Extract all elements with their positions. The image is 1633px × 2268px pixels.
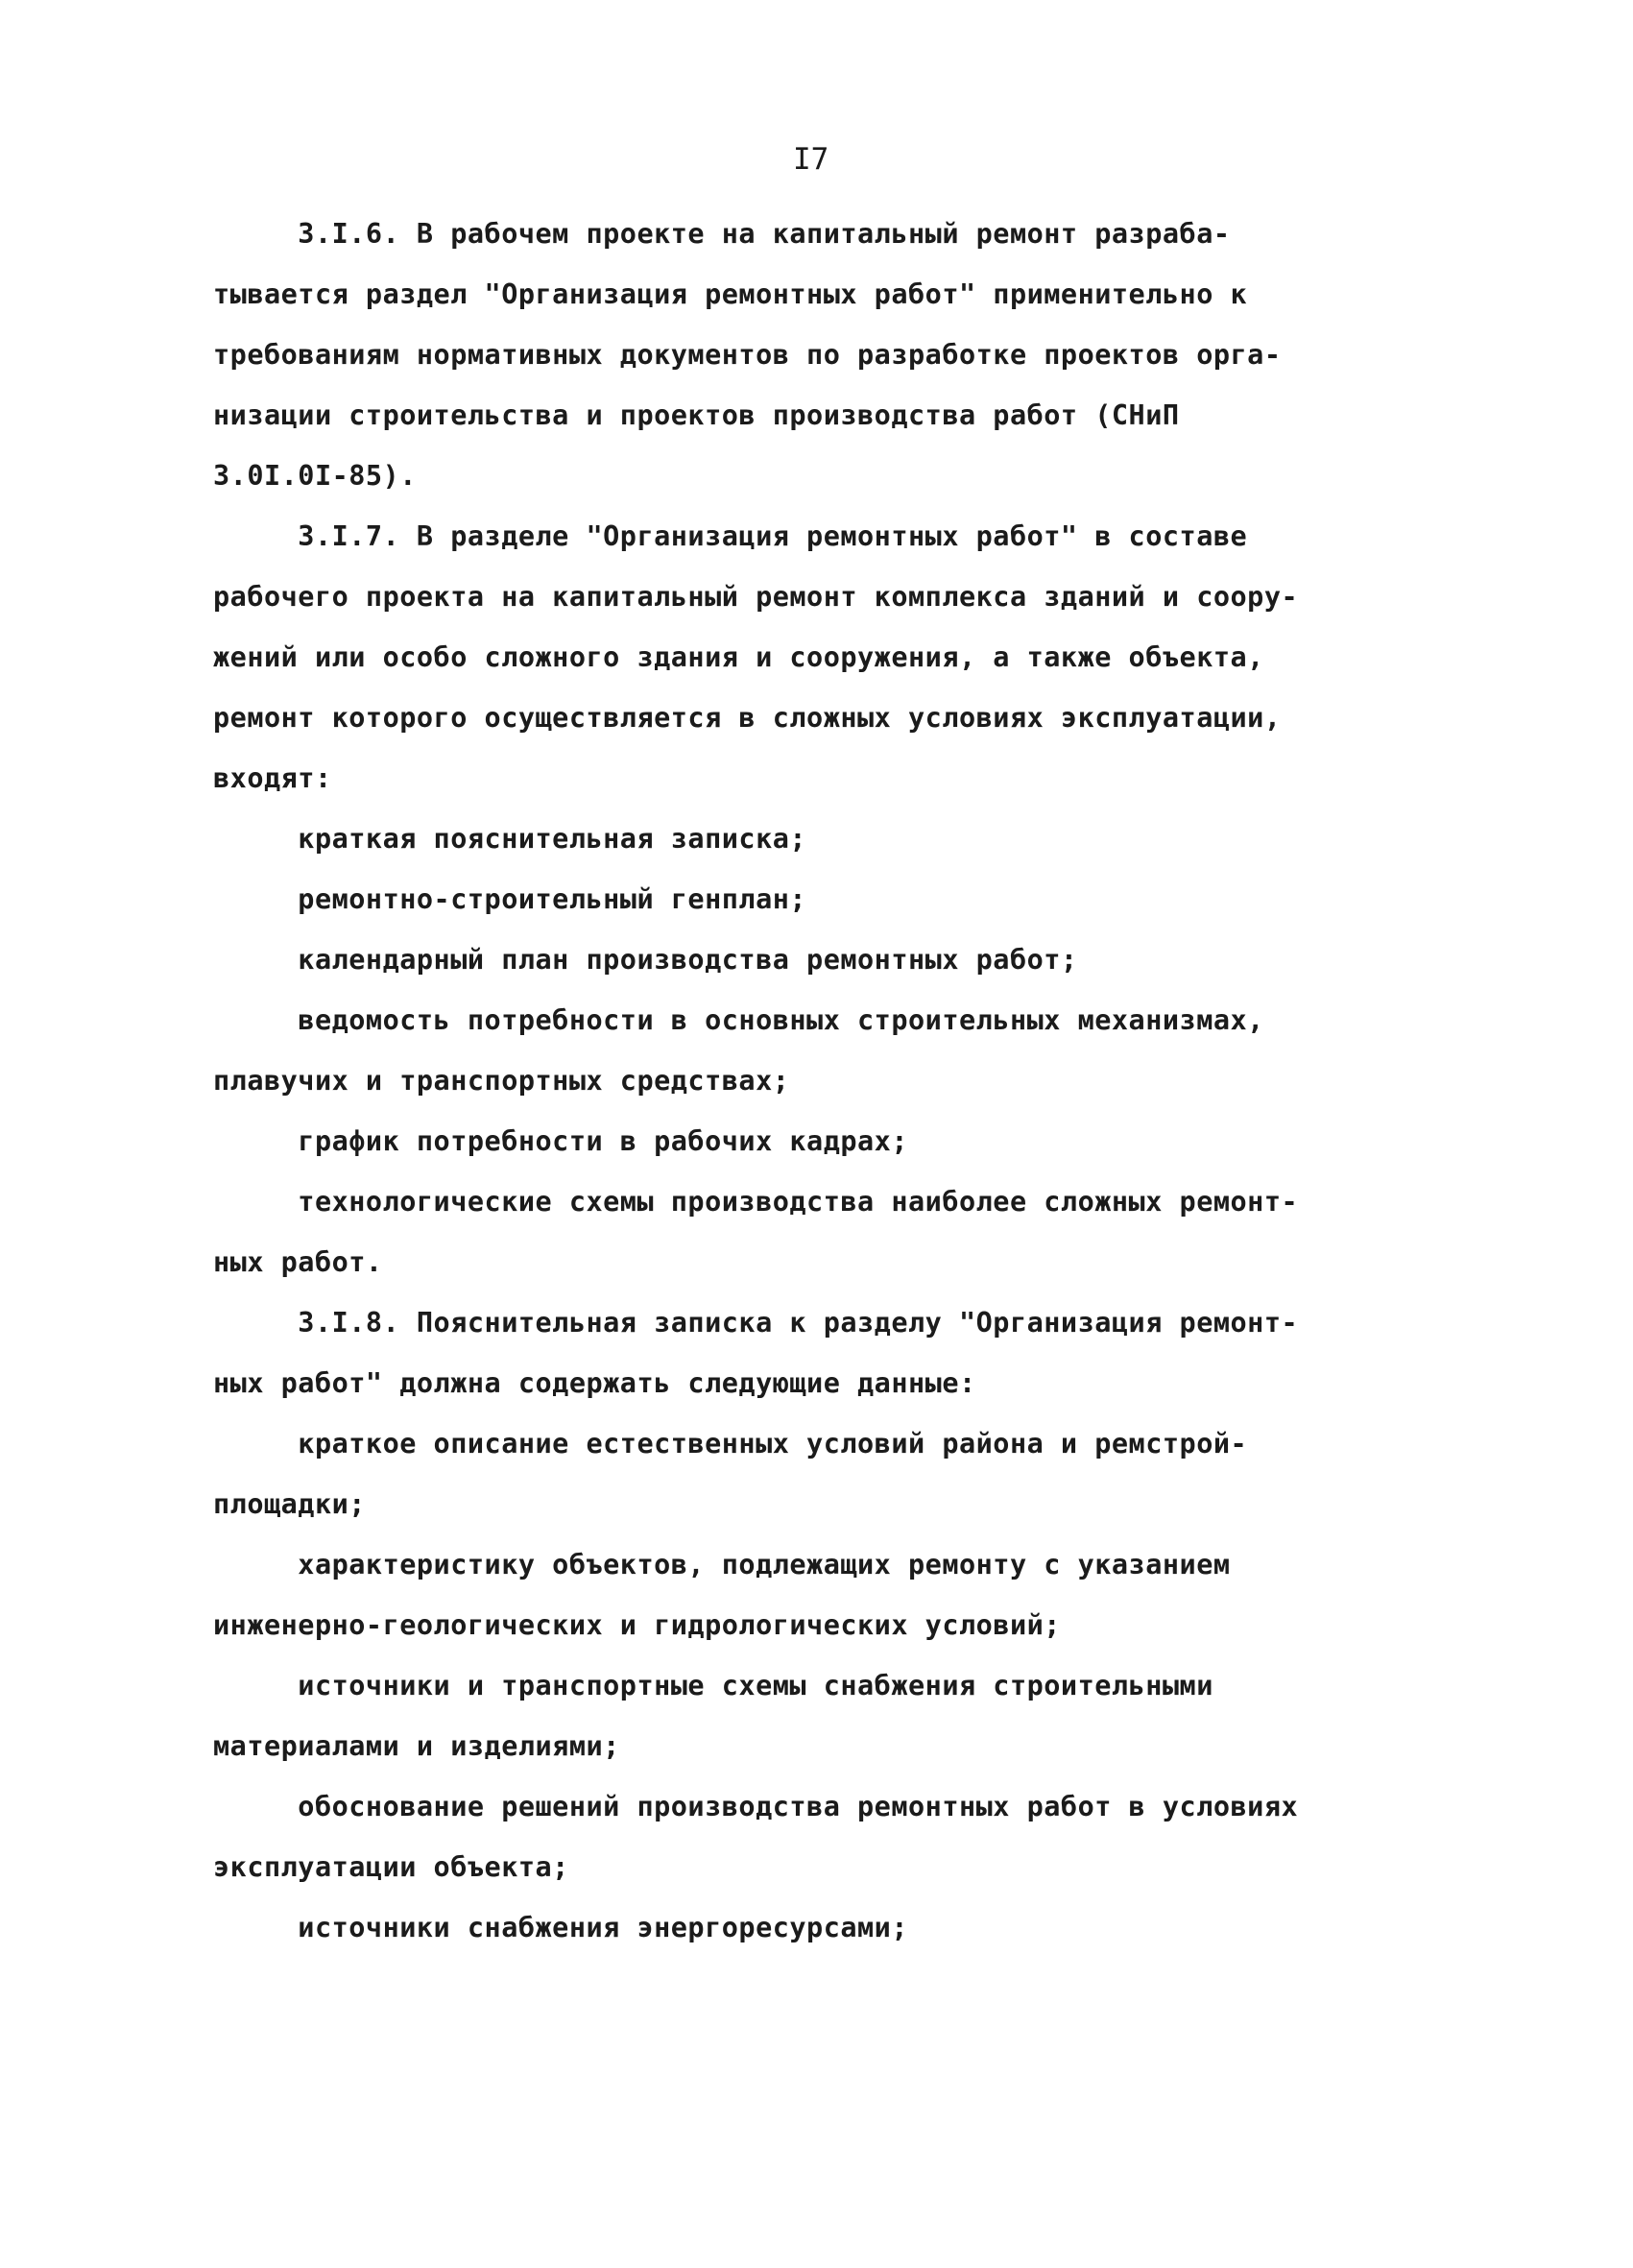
text-line: рабочего проекта на капитальный ремонт комплекса зданий и соору- xyxy=(213,581,1299,613)
text-line: ных работ. xyxy=(213,1246,383,1278)
text-line: источники и транспортные схемы снабжения строительными xyxy=(213,1670,1213,1701)
text-line: площадки; xyxy=(213,1488,366,1520)
text-line: технологические схемы производства наиболее сложных ремонт- xyxy=(213,1186,1299,1218)
text-line: жений или особо сложного здания и сооружения, а также объекта, xyxy=(213,641,1264,673)
body-text xyxy=(213,204,1404,1958)
text-line: ремонтно-строительный генплан; xyxy=(213,883,807,915)
text-line: материалами и изделиями; xyxy=(213,1730,620,1762)
text-line: плавучих и транспортных средствах; xyxy=(213,1065,790,1097)
text-line: 3.I.6. В рабочем проекте на капитальный ремонт разраба- xyxy=(213,218,1231,250)
text-line: краткая пояснительная записка; xyxy=(213,823,807,855)
text-line: ных работ" должна содержать следующие данные: xyxy=(213,1367,976,1399)
text-line: источники снабжения энергоресурсами; xyxy=(213,1912,908,1943)
text-line: 3.I.8. Пояснительная записка к разделу "Организация ремонт- xyxy=(213,1307,1299,1339)
page-number: I7 xyxy=(793,142,829,177)
text-line: тывается раздел "Организация ремонтных работ" применительно к xyxy=(213,278,1248,310)
text-line: инженерно-геологических и гидрологических условий; xyxy=(213,1609,1061,1641)
text-line: характеристику объектов, подлежащих ремонту с указанием xyxy=(213,1549,1231,1580)
text-line: обоснование решений производства ремонтных работ в условиях xyxy=(213,1791,1299,1822)
text-line: график потребности в рабочих кадрах; xyxy=(213,1125,908,1157)
text-line: 3.I.7. В разделе "Организация ремонтных работ" в составе xyxy=(213,520,1248,552)
text-line: ведомость потребности в основных строительных механизмах, xyxy=(213,1004,1264,1036)
text-line: входят: xyxy=(213,762,332,794)
text-line: календарный план производства ремонтных работ; xyxy=(213,944,1078,976)
text-line: низации строительства и проектов производства работ (СНиП xyxy=(213,399,1180,431)
text-line: ремонт которого осуществляется в сложных условиях эксплуатации, xyxy=(213,702,1282,734)
text-line: краткое описание естественных условий района и ремстрой- xyxy=(213,1428,1248,1460)
text-line: 3.0I.0I-85). xyxy=(213,460,417,492)
text-line: эксплуатации объекта; xyxy=(213,1851,569,1883)
text-line: требованиям нормативных документов по разработке проектов орга- xyxy=(213,339,1282,371)
